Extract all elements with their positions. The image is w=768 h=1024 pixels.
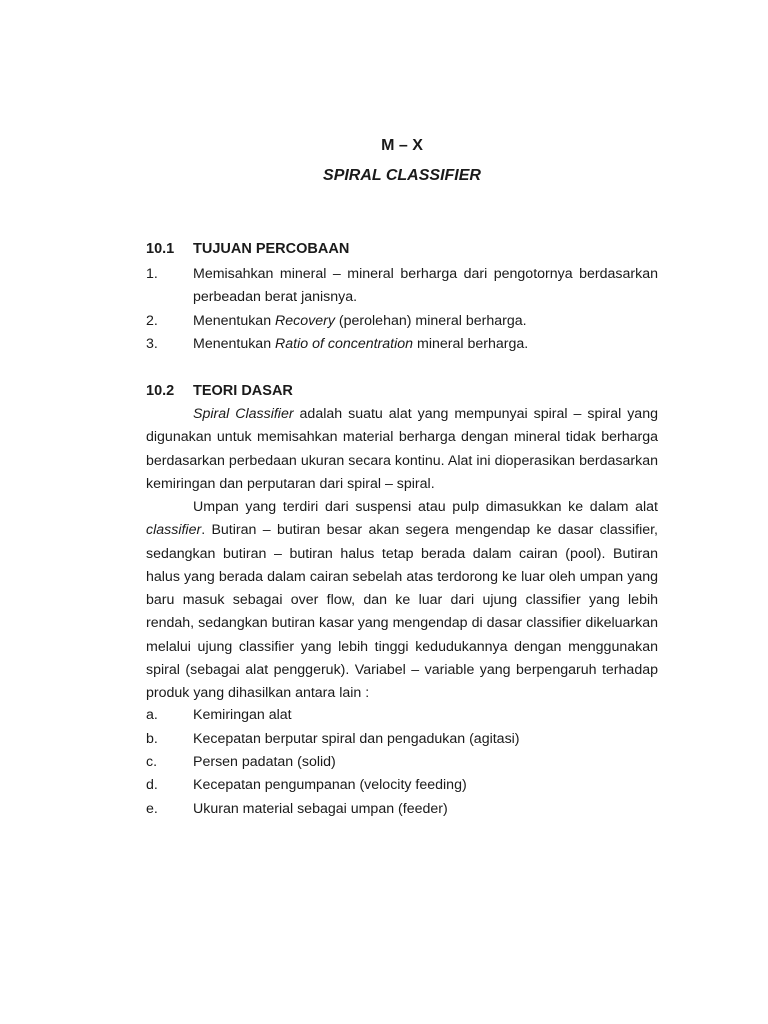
- list-marker: 2.: [146, 313, 158, 329]
- list-text: Kecepatan pengumpanan (velocity feeding): [193, 777, 467, 793]
- list-text: perbeadan berat janisnya.: [193, 289, 358, 305]
- list-text: Memisahkan mineral – mineral berharga dari pengotornya berdasarkan: [193, 266, 658, 282]
- list-text: Menentukan Ratio of concentration mineral berharga.: [193, 336, 529, 352]
- paragraph-2: Umpan yang terdiri dari suspensi atau pulp dimasukkan ke dalam alat classifier. Butiran – butiran besar akan segera mengendap ke dasar classifier, sedangkan butiran – butiran halus tetap berada dalam cairan (pool). Butiran halus yang berada dalam cairan sebelah atas terdorong ke luar oleh umpan yang baru masuk sebagai over flow, dan ke luar dari ujung classifier yang lebih rendah, sedangkan butiran kasar yang mengendap di dasar classifier dikeluarkan melalui ujung classifier yang lebih tinggi kedudukannya dengan menggunakan spiral (sebagai alat penggeruk). Variabel – variable yang berpengaruh terhadap produk yang dihasilkan antara lain :: [146, 499, 658, 702]
- section-title: TEORI DASAR: [193, 383, 293, 399]
- section-heading-tujuan: [146, 241, 349, 257]
- list-marker: a.: [146, 707, 158, 723]
- list-marker: e.: [146, 801, 158, 817]
- section-heading-teori: [146, 383, 293, 399]
- section-number: 10.2: [146, 383, 175, 399]
- list-text: Kemiringan alat: [193, 707, 292, 723]
- document-title: SPIRAL CLASSIFIER: [323, 167, 481, 184]
- list-marker: 3.: [146, 336, 158, 352]
- paragraph-1: Spiral Classifier adalah suatu alat yang mempunyai spiral – spiral yang digunakan untuk memisahkan material berharga dengan mineral tidak berharga berdasarkan perbedaan ukuran secara kontinu. Alat ini dioperasikan berdasarkan kemiringan dan perputaran dari spiral – spiral.: [146, 406, 658, 492]
- section-title: TUJUAN PERCOBAAN: [193, 241, 350, 257]
- section-number: 10.1: [146, 241, 175, 257]
- list-text: Kecepatan berputar spiral dan pengadukan (agitasi): [193, 731, 520, 747]
- list-text: Persen padatan (solid): [193, 754, 336, 770]
- list-marker: d.: [146, 777, 158, 793]
- chapter-label: M – X: [381, 137, 423, 154]
- list-marker: c.: [146, 754, 158, 770]
- list-text: Ukuran material sebagai umpan (feeder): [193, 801, 448, 817]
- list-text: Menentukan Recovery (perolehan) mineral berharga.: [193, 313, 527, 329]
- list-marker: 1.: [146, 266, 158, 282]
- list-marker: b.: [146, 731, 158, 747]
